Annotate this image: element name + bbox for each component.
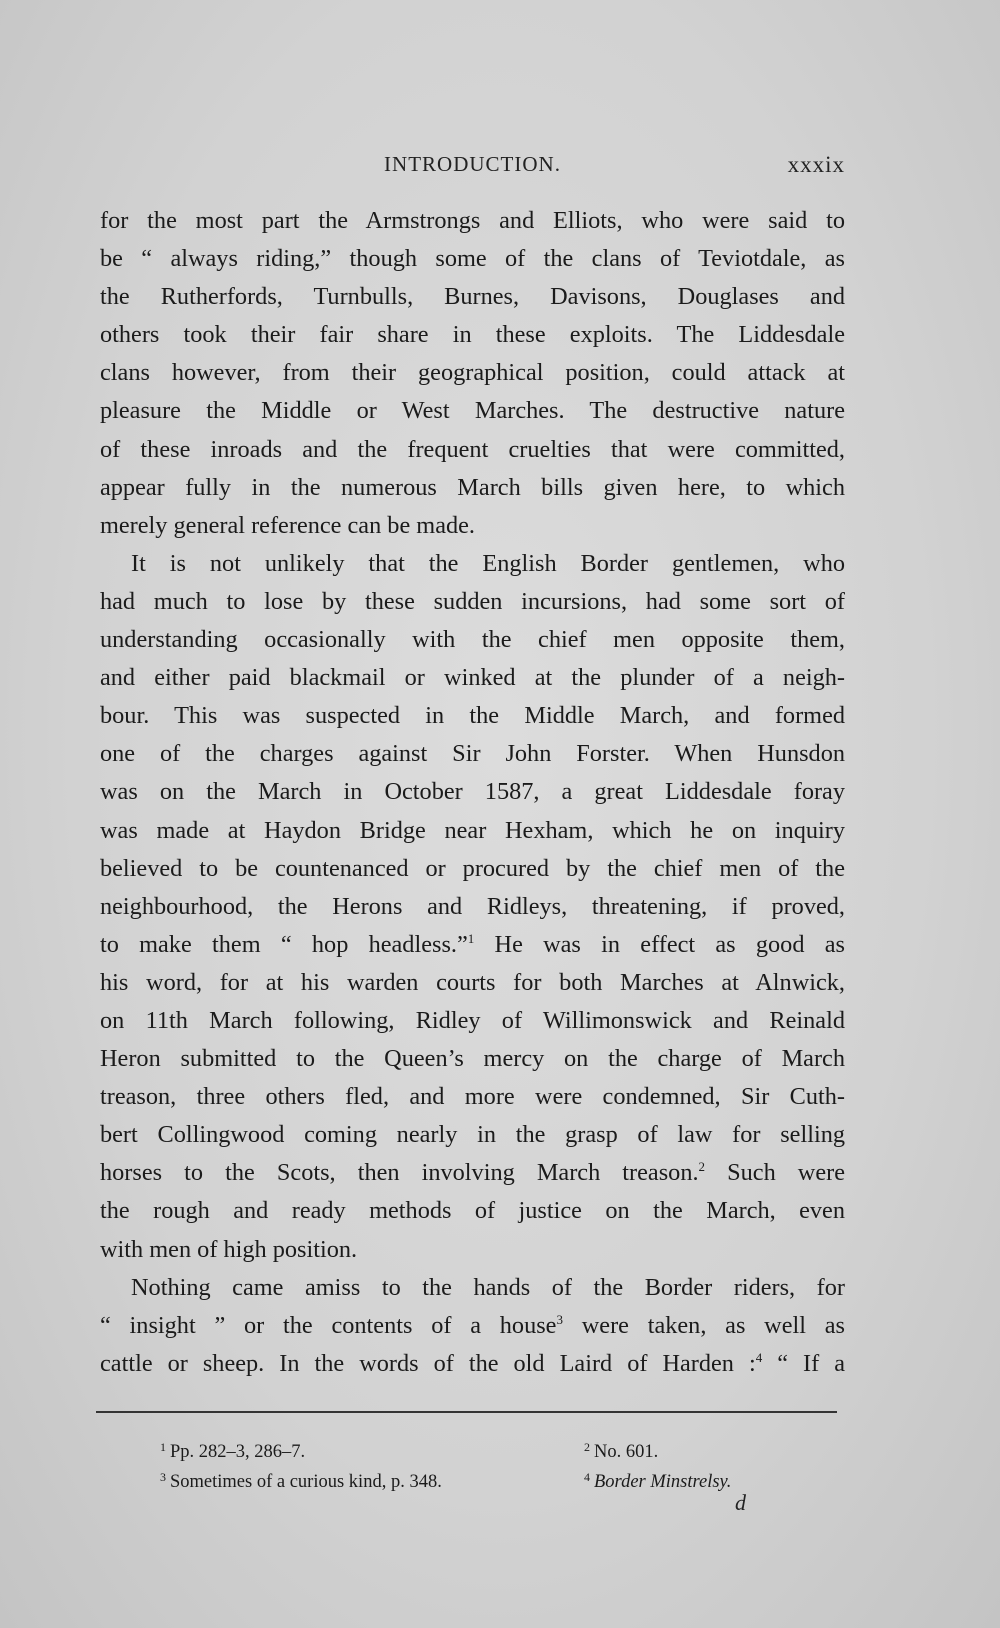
text-segment: Such were: [705, 1159, 845, 1187]
text-line: [100, 1345, 845, 1383]
footnote-reference: 2: [698, 1159, 706, 1175]
text-line: his word, for at his warden courts for both Marches at Alnwick,: [100, 968, 845, 996]
footnote: [160, 1462, 442, 1497]
text-line: merely general reference can be made.: [100, 511, 476, 539]
text-line: was made at Haydon Bridge near Hexham, which he on inquiry: [100, 816, 845, 844]
text-line: the rough and ready methods of justice on the March, even: [100, 1197, 845, 1225]
footnote-text: No. 601.: [594, 1442, 659, 1462]
footnote: [584, 1462, 731, 1497]
text-segment: “ insight ” or the contents of a house: [100, 1311, 557, 1339]
running-head: [100, 152, 845, 182]
text-line: [100, 1307, 845, 1345]
text-line: believed to be countenanced or procured by the chief men of the: [100, 854, 845, 882]
running-head-title: INTRODUCTION.: [384, 152, 561, 176]
footnote-divider: [96, 1411, 837, 1413]
text-line: was on the March in October 1587, a great Liddesdale foray: [100, 778, 845, 806]
text-line: treason, three others fled, and more were condemned, Sir Cuth-: [100, 1083, 845, 1111]
text-line: one of the charges against Sir John Forster. When Hunsdon: [100, 740, 845, 768]
body-text: [100, 202, 845, 1383]
signature-mark: d: [735, 1490, 746, 1515]
footnote-reference: 4: [755, 1349, 763, 1365]
text-line: bour. This was suspected in the Middle March, and formed: [100, 702, 845, 730]
text-line: [100, 926, 845, 964]
footnote-mark: 1: [160, 1440, 166, 1454]
text-line: Nothing came amiss to the hands of the Border riders, for: [131, 1273, 845, 1301]
text-line: with men of high position.: [100, 1235, 358, 1263]
text-segment: cattle or sheep. In the words of the old Laird of Harden :: [100, 1349, 756, 1377]
text-segment: He was in effect as good as: [474, 930, 845, 958]
footnote-text: Sometimes of a curious kind, p. 348.: [170, 1472, 442, 1492]
text-line: understanding occasionally with the chief men opposite them,: [100, 626, 845, 654]
text-line: had much to lose by these sudden incursions, had some sort of: [100, 587, 845, 615]
text-segment: “ If a: [762, 1349, 845, 1377]
text-line: on 11th March following, Ridley of Willimonswick and Reinald: [100, 1006, 845, 1034]
text-line: appear fully in the numerous March bills given here, to which: [100, 473, 845, 501]
text-line: for the most part the Armstrongs and Elliots, who were said to: [100, 207, 845, 234]
footnote-reference: 3: [556, 1311, 563, 1327]
footnote-text: Pp. 282–3, 286–7.: [170, 1442, 306, 1462]
text-line: clans however, from their geographical position, could attack at: [100, 359, 845, 387]
footnote-mark: 2: [584, 1440, 590, 1454]
text-line: the Rutherfords, Turnbulls, Burnes, Davisons, Douglases and: [100, 283, 845, 311]
text-line: be “ always riding,” though some of the clans of Teviotdale, as: [100, 245, 845, 273]
text-line: pleasure the Middle or West Marches. The destructive nature: [100, 397, 845, 425]
text-line: Heron submitted to the Queen’s mercy on the charge of March: [100, 1045, 845, 1073]
text-segment: horses to the Scots, then involving March treason.: [100, 1159, 699, 1187]
footnote-text: Border Minstrelsy.: [594, 1472, 732, 1492]
text-line: others took their fair share in these exploits. The Liddesdale: [100, 321, 845, 349]
text-line: It is not unlikely that the English Border gentlemen, who: [131, 549, 845, 577]
paragraph: [100, 545, 845, 1269]
text-line: neighbourhood, the Herons and Ridleys, threatening, if proved,: [100, 892, 845, 920]
text-segment: to make them “ hop headless.”: [100, 930, 468, 958]
page-number: xxxix: [787, 152, 845, 177]
paragraph: [100, 202, 845, 545]
text-line: of these inroads and the frequent cruelties that were committed,: [100, 435, 845, 463]
text-segment: were taken, as well as: [562, 1311, 846, 1339]
text-line: bert Collingwood coming nearly in the grasp of law for selling: [100, 1121, 845, 1149]
paragraph: [100, 1269, 845, 1383]
footnote-mark: 4: [584, 1470, 590, 1484]
text-line: and either paid blackmail or winked at the plunder of a neigh-: [100, 664, 845, 692]
footnote-reference: 1: [467, 930, 475, 946]
footnote-mark: 3: [160, 1470, 166, 1484]
text-line: [100, 1154, 845, 1192]
